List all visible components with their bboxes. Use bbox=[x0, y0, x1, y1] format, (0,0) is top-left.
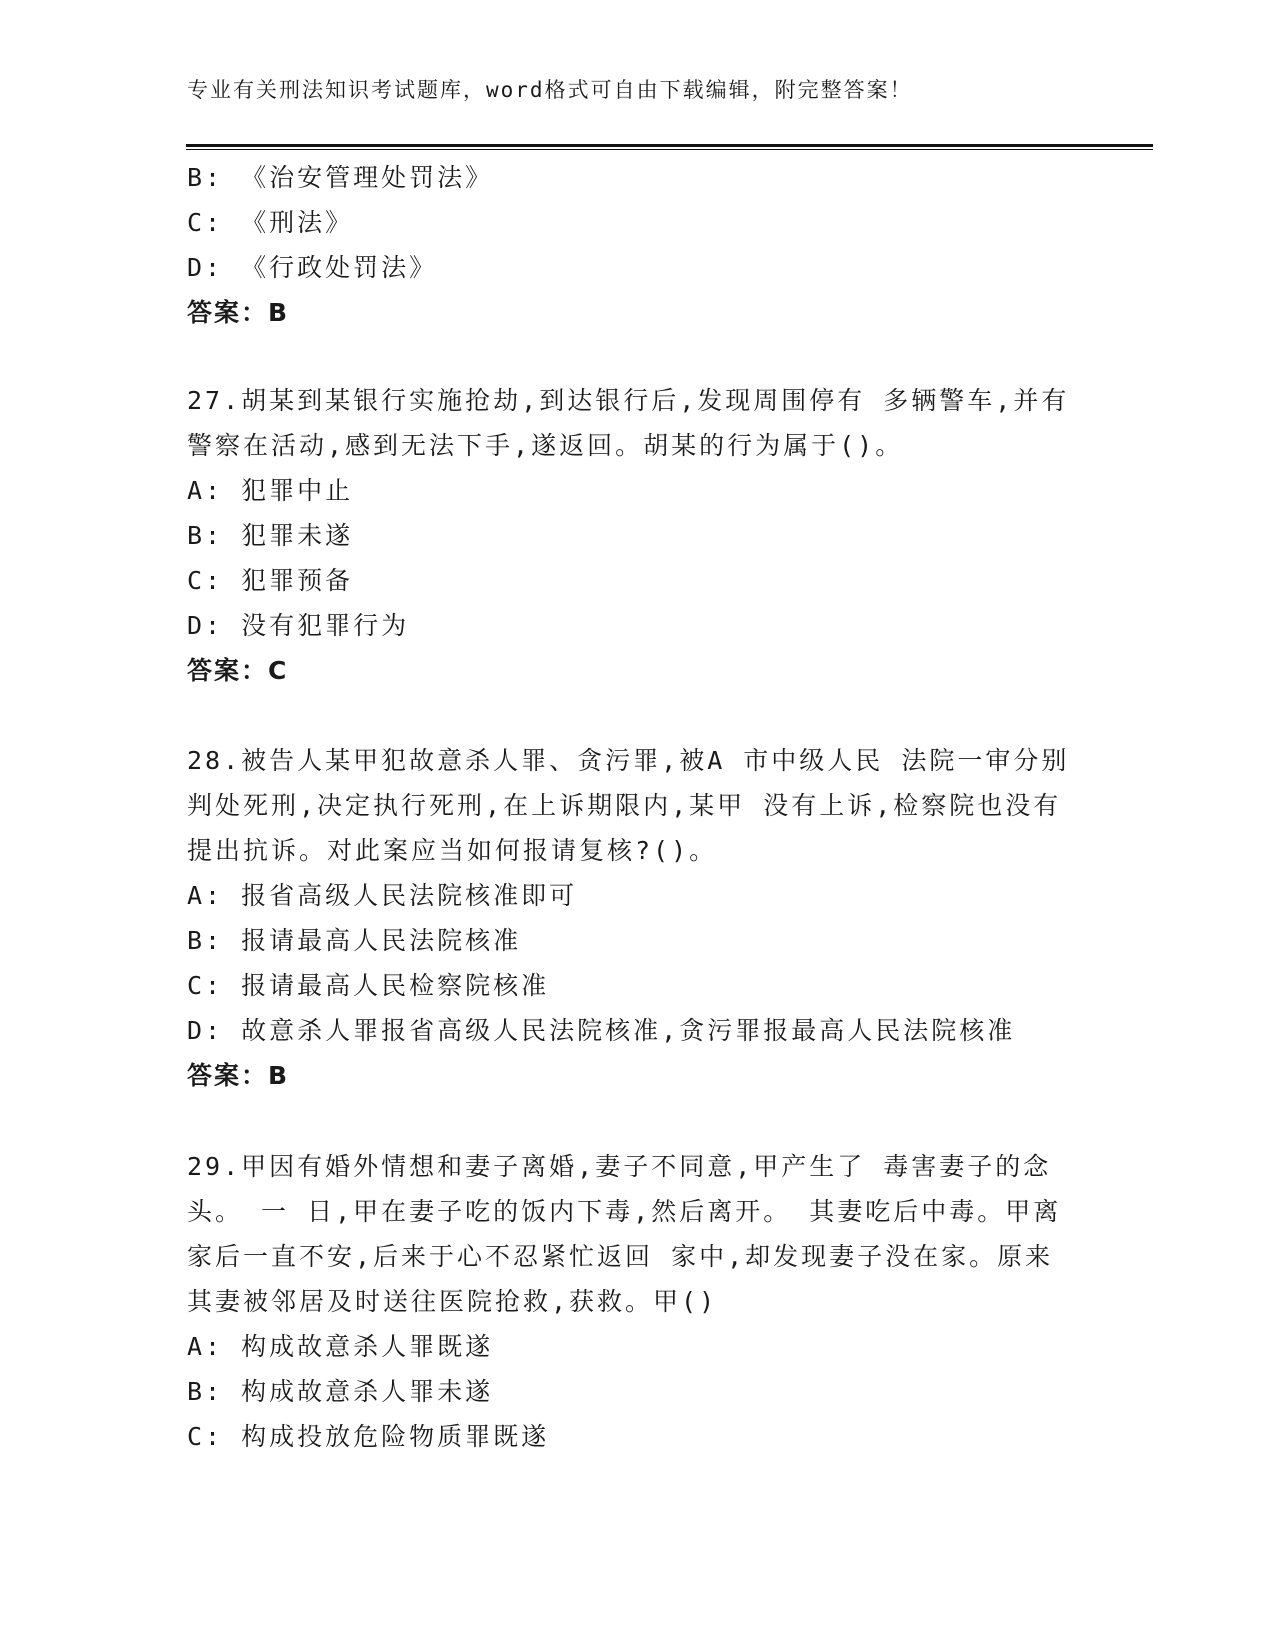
question-28-stem-line: 28.被告人某甲犯故意杀人罪、贪污罪,被A 市中级人民 法院一审分别 bbox=[187, 746, 1070, 775]
page-header: 专业有关刑法知识考试题库，word格式可自由下载编辑，附完整答案！ bbox=[187, 78, 913, 102]
header-divider bbox=[186, 144, 1153, 147]
option-c: C: 报请最高人民检察院核准 bbox=[187, 971, 550, 1000]
option-b: B: 构成故意杀人罪未遂 bbox=[187, 1377, 494, 1406]
option-b: B: 《治安管理处罚法》 bbox=[187, 163, 494, 192]
answer: 答案：C bbox=[187, 656, 289, 685]
option-a: A: 犯罪中止 bbox=[187, 476, 354, 505]
option-b: B: 报请最高人民法院核准 bbox=[187, 926, 522, 955]
option-c: C: 《刑法》 bbox=[187, 208, 354, 237]
option-d: D: 没有犯罪行为 bbox=[187, 611, 410, 640]
question-29-stem-line: 29.甲因有婚外情想和妻子离婚,妻子不同意,甲产生了 毒害妻子的念 bbox=[187, 1152, 1052, 1181]
question-29-stem-line: 其妻被邻居及时送往医院抢救,获救。甲() bbox=[187, 1287, 718, 1316]
option-a: A: 报省高级人民法院核准即可 bbox=[187, 881, 578, 910]
option-c: C: 犯罪预备 bbox=[187, 566, 354, 595]
question-28-stem-line: 提出抗诉。对此案应当如何报请复核?()。 bbox=[187, 836, 718, 865]
option-a: A: 构成故意杀人罪既遂 bbox=[187, 1332, 494, 1361]
answer: 答案：B bbox=[187, 298, 290, 327]
question-29-stem-line: 家后一直不安,后来于心不忍紧忙返回 家中,却发现妻子没在家。原来 bbox=[187, 1242, 1054, 1271]
question-29-stem-line: 头。 一 日,甲在妻子吃的饭内下毒,然后离开。 其妻吃后中毒。甲离 bbox=[187, 1197, 1062, 1226]
answer: 答案：B bbox=[187, 1061, 290, 1090]
option-b: B: 犯罪未遂 bbox=[187, 521, 354, 550]
option-c: C: 构成投放危险物质罪既遂 bbox=[187, 1422, 550, 1451]
option-d: D: 故意杀人罪报省高级人民法院核准,贪污罪报最高人民法院核准 bbox=[187, 1016, 1016, 1045]
header-divider-thin bbox=[186, 149, 1153, 150]
question-27-stem-line: 27.胡某到某银行实施抢劫,到达银行后,发现周围停有 多辆警车,并有 bbox=[187, 386, 1070, 415]
option-d: D: 《行政处罚法》 bbox=[187, 253, 438, 282]
question-27-stem-line: 警察在活动,感到无法下手,遂返回。胡某的行为属于()。 bbox=[187, 431, 904, 460]
question-28-stem-line: 判处死刑,决定执行死刑,在上诉期限内,某甲 没有上诉,检察院也没有 bbox=[187, 791, 1062, 820]
